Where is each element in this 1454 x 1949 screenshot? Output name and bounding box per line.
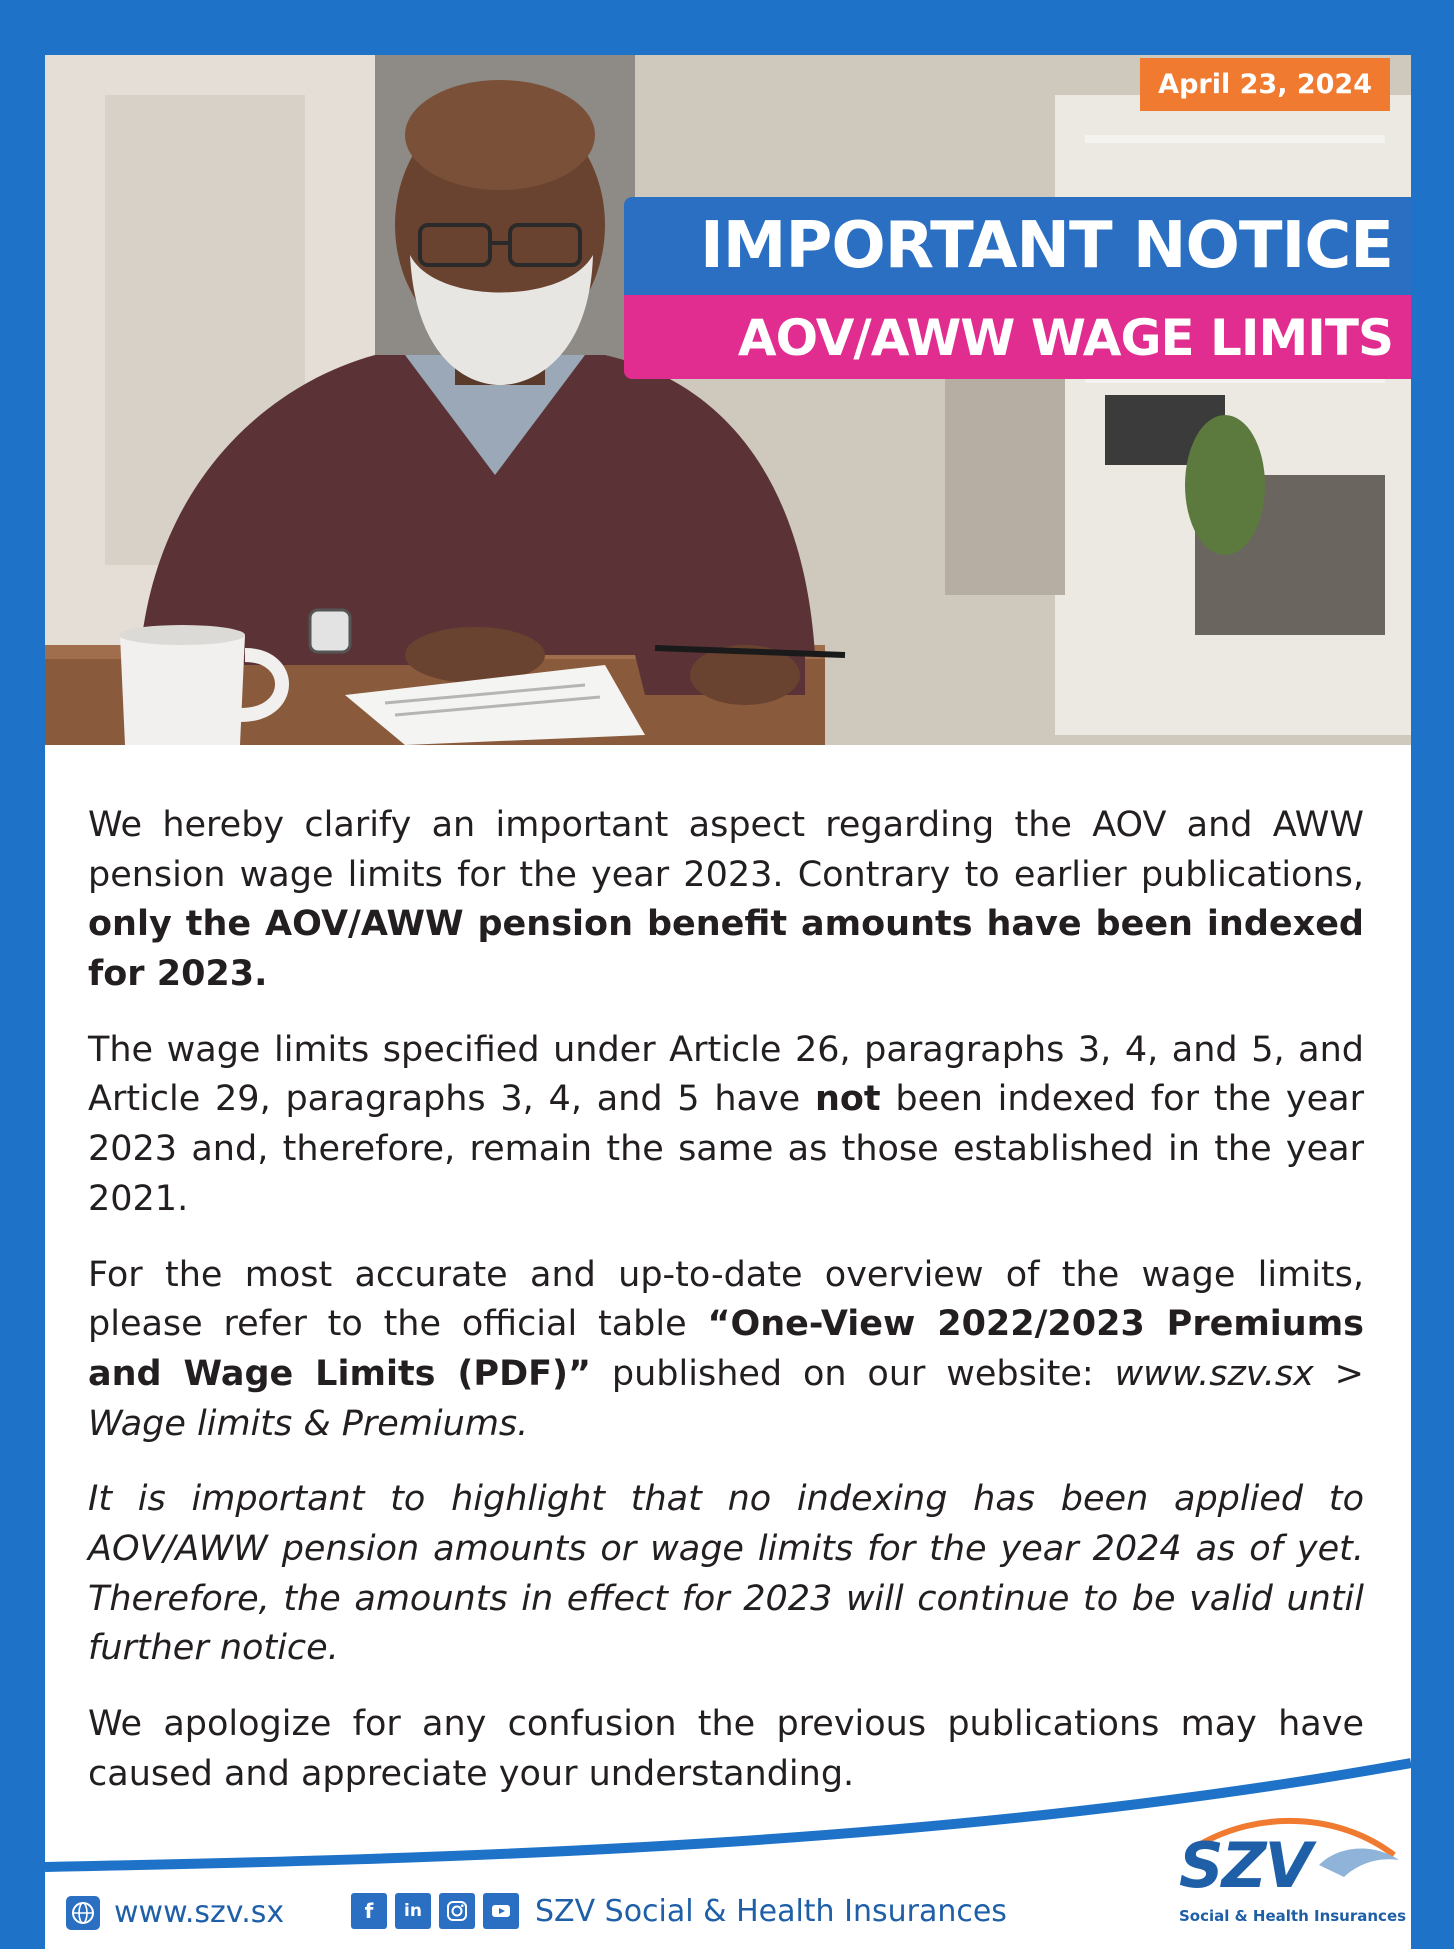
- notice-body: [88, 801, 1364, 1825]
- website-link-text[interactable]: www.szv.sx > Wage limits & Premiums.: [88, 1353, 1364, 1444]
- paragraph-5: We apologize for any confusion the previous publications may have caused and appreciate your understanding.: [88, 1704, 1364, 1794]
- linkedin-icon[interactable]: in: [395, 1893, 431, 1929]
- paragraph-1-bold: only the AOV/AWW pension benefit amounts have been indexed for 2023.: [88, 904, 1364, 995]
- date-badge: April 23, 2024: [1140, 58, 1390, 111]
- paragraph-3-bold: “One-View 2022/2023 Premiums and Wage Limits (PDF)”: [88, 1304, 1365, 1394]
- logo-tagline: Social & Health Insurances: [1179, 1907, 1407, 1925]
- page-title: IMPORTANT NOTICE: [624, 197, 1411, 295]
- title-block: [624, 197, 1411, 379]
- paragraph-2: [88, 1026, 1364, 1225]
- notice-card: [45, 55, 1411, 1949]
- paragraph-3-text-a: For the most accurate and up-to-date overview of the wage limits, please refer to the official table: [88, 1254, 1364, 1345]
- footer: [45, 1893, 1411, 1949]
- paragraph-4: It is important to highlight that no indexing has been applied to AOV/AWW pension amounts or wage limits for the year 2024 as of yet. Therefore, the amounts in effect for 2023 will continue to be valid until further notice.: [88, 1479, 1364, 1669]
- paragraph-1: [88, 801, 1364, 1000]
- youtube-icon[interactable]: [483, 1893, 519, 1929]
- hero-photo: [45, 55, 1411, 745]
- social-label: SZV Social & Health Insurances: [535, 1893, 1007, 1929]
- man-reading-document-illustration: [45, 55, 1411, 745]
- paragraph-3: [88, 1251, 1364, 1450]
- paragraph-3-text-b: published on our website:: [591, 1353, 1115, 1394]
- footer-website-link[interactable]: [66, 1895, 284, 1930]
- paragraph-2-bold: not: [814, 1079, 881, 1120]
- paragraph-2-text-b: been indexed for the year 2023 and, therefore, remain the same as those established in the year 2021.: [88, 1079, 1364, 1219]
- logo-text: SZV: [1179, 1829, 1311, 1902]
- social-links: [351, 1893, 1007, 1929]
- paragraph-2-text-a: The wage limits specified under Article 26, paragraphs 3, 4, and 5, and Article 29, paragraphs 3, 4, and 5 have: [88, 1029, 1364, 1120]
- paragraph-1-text: We hereby clarify an important aspect regarding the AOV and AWW pension wage limits for the year 2023. Contrary to earlier publications,: [88, 805, 1364, 895]
- facebook-icon[interactable]: f: [351, 1893, 387, 1929]
- instagram-icon[interactable]: [439, 1893, 475, 1929]
- page-subtitle: AOV/AWW WAGE LIMITS: [624, 295, 1411, 379]
- globe-icon: [66, 1896, 100, 1930]
- footer-website-text: www.szv.sx: [114, 1895, 285, 1930]
